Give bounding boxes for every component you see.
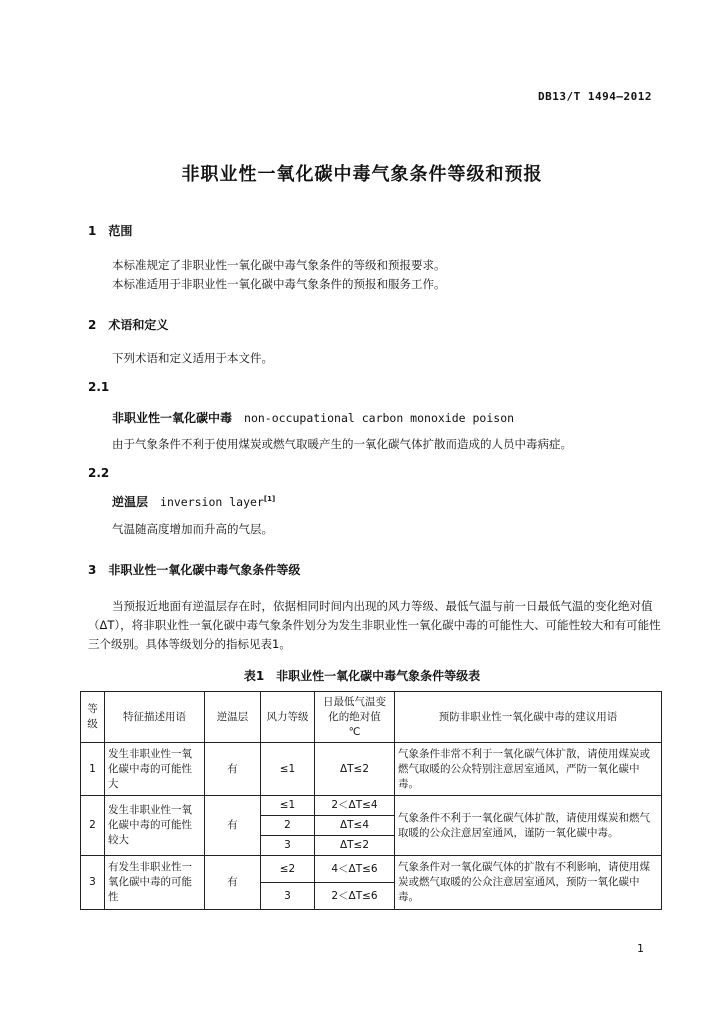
term-inversion-cn: 逆温层 xyxy=(112,495,149,509)
standard-code: DB13/T 1494—2012 xyxy=(538,90,652,103)
row1-grade: 1 xyxy=(81,743,105,796)
table-header-row xyxy=(81,692,662,743)
table-caption: 表1 非职业性一氧化碳中毒气象条件等级表 xyxy=(243,669,481,683)
row2-advice: 气象条件不利于一氧化碳气体扩散，请使用煤炭和燃气取暖的公众注意居室通风，谨防一氧化碳中毒。 xyxy=(395,796,662,856)
header-inversion: 逆温层 xyxy=(205,692,261,743)
row2-grade: 2 xyxy=(81,796,105,856)
section-1-heading: 1 范围 xyxy=(88,224,133,238)
row3-desc: 有发生非职业性一氧化碳中毒的可能性 xyxy=(105,856,205,910)
section-3-heading: 3 非职业性一氧化碳中毒气象条件等级 xyxy=(88,563,301,577)
table-row xyxy=(81,743,662,796)
term-inversion-ref: [1] xyxy=(263,495,276,503)
header-desc: 特征描述用语 xyxy=(105,692,205,743)
row1-wind: ≤1 xyxy=(261,743,315,796)
row3-advice: 气象条件对一氧化碳气体的扩散有不利影响，请使用煤炭或燃气取暖的公众注意居室通风，预防一氧化碳中毒。 xyxy=(395,856,662,910)
section-1-para-1: 本标准规定了非职业性一氧化碳中毒气象条件的等级和预报要求。 xyxy=(112,258,446,272)
header-dt-line-2: 化的绝对值 xyxy=(328,710,381,723)
header-dt-unit: ℃ xyxy=(348,725,361,738)
term-co-poison xyxy=(112,409,514,426)
term-co-poison-definition: 由于气象条件不利于使用煤炭或燃气取暖产生的一氧化碳气体扩散而造成的人员中毒病症。 xyxy=(112,437,572,451)
table-row xyxy=(81,796,662,816)
row2-wind-a: ≤1 xyxy=(261,796,315,816)
term-inversion-en: inversion layer xyxy=(160,495,264,509)
section-3-paragraph: 当预报近地面有逆温层存在时，依据相同时间内出现的风力等级、最低气温与前一日最低气温的变化绝对值（ΔT），将非职业性一氧化碳中毒气象条件划分为发生非职业性一氧化碳中毒的可能性大、可能性较大和有可能性三个级别。具体等级划分的指标见表1。 xyxy=(88,599,661,651)
row2-wind-b: 2 xyxy=(261,816,315,836)
header-wind: 风力等级 xyxy=(261,692,315,743)
term-inversion-definition: 气温随高度增加而升高的气层。 xyxy=(112,522,273,536)
row3-inversion: 有 xyxy=(205,856,261,910)
row2-inversion: 有 xyxy=(205,796,261,856)
header-grade: 等级 xyxy=(81,692,105,743)
row2-dt-c: ΔT≤2 xyxy=(315,836,395,856)
section-2-heading: 2 术语和定义 xyxy=(88,318,169,332)
header-dt-line-1: 日最低气温变 xyxy=(323,695,386,708)
section-2-2-number: 2.2 xyxy=(88,466,110,480)
section-2-1-number: 2.1 xyxy=(88,380,110,394)
row2-desc: 发生非职业性一氧化碳中毒的可能性较大 xyxy=(105,796,205,856)
row2-dt-a: 2＜ΔT≤4 xyxy=(315,796,395,816)
section-1-para-2: 本标准适用于非职业性一氧化碳中毒气象条件的预报和服务工作。 xyxy=(112,277,446,291)
row2-dt-b: ΔT≤4 xyxy=(315,816,395,836)
row1-dt: ΔT≤2 xyxy=(315,743,395,796)
document-title: 非职业性一氧化碳中毒气象条件等级和预报 xyxy=(181,164,543,185)
row1-advice: 气象条件非常不利于一氧化碳气体扩散，请使用煤炭或燃气取暖的公众特别注意居室通风，严防一氧化碳中毒。 xyxy=(395,743,662,796)
row3-grade: 3 xyxy=(81,856,105,910)
row1-inversion: 有 xyxy=(205,743,261,796)
table-row xyxy=(81,856,662,883)
header-advice: 预防非职业性一氧化碳中毒的建议用语 xyxy=(395,692,662,743)
row3-wind-b: 3 xyxy=(261,883,315,910)
grade-table xyxy=(80,691,662,910)
term-co-poison-en: non-occupational carbon monoxide poison xyxy=(244,411,515,425)
term-inversion-layer xyxy=(112,493,275,510)
header-dt xyxy=(315,692,395,743)
row3-wind-a: ≤2 xyxy=(261,856,315,883)
row3-dt-a: 4＜ΔT≤6 xyxy=(315,856,395,883)
row2-wind-c: 3 xyxy=(261,836,315,856)
row1-desc: 发生非职业性一氧化碳中毒的可能性大 xyxy=(105,743,205,796)
page-number: 1 xyxy=(637,942,644,955)
section-2-intro: 下列术语和定义适用于本文件。 xyxy=(112,351,273,365)
row3-dt-b: 2＜ΔT≤6 xyxy=(315,883,395,910)
term-co-poison-cn: 非职业性一氧化碳中毒 xyxy=(112,411,233,425)
